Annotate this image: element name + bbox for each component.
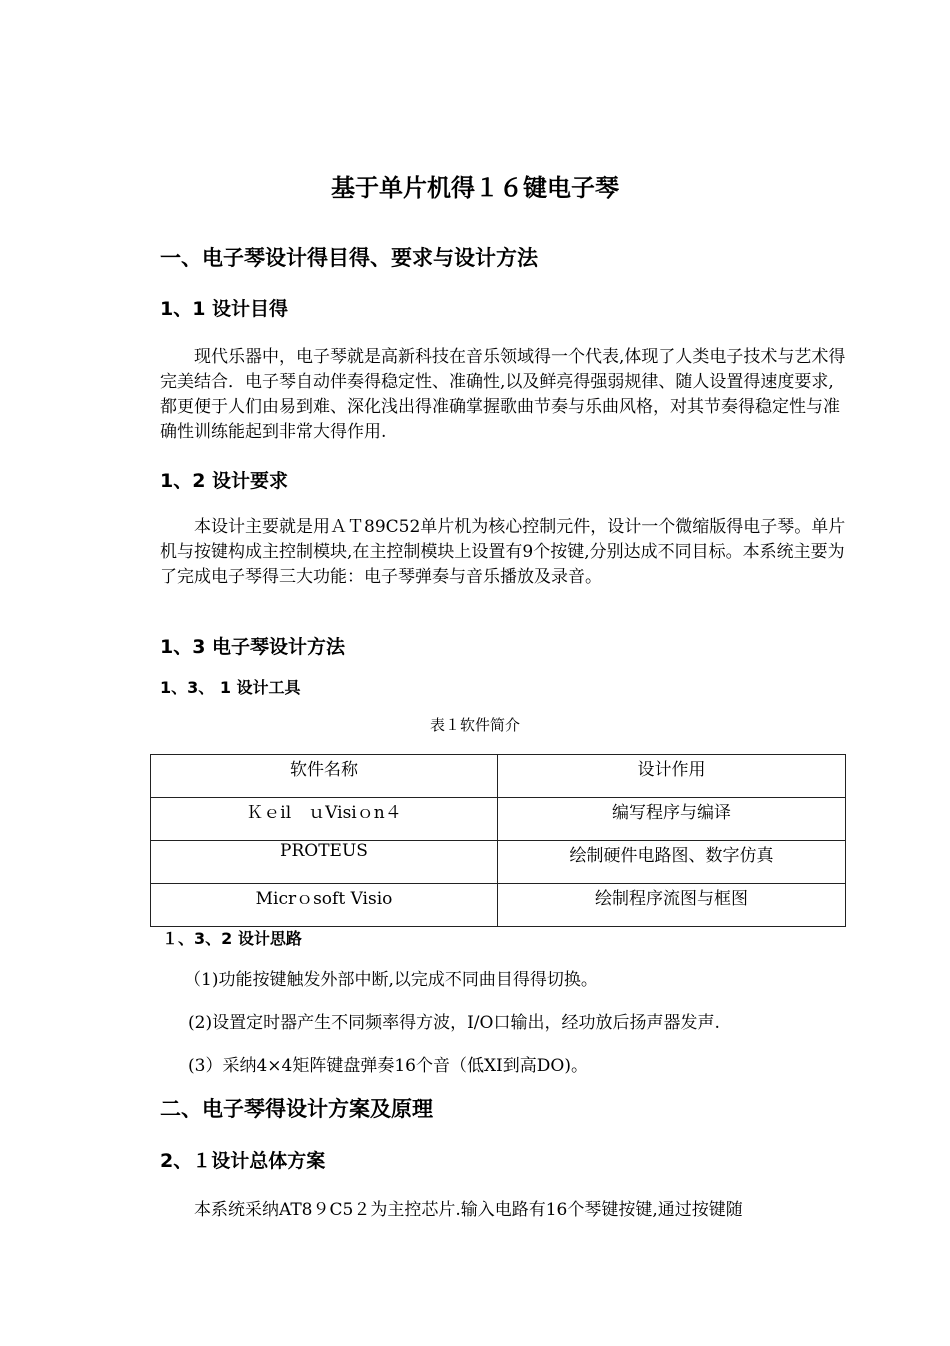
- table-cell: 绘制程序流图与框图: [498, 884, 846, 927]
- section-1-3-1-heading: 1、3、 1 设计工具: [160, 678, 301, 697]
- table-cell: Ｋｅil ｕVisiｏn４: [151, 798, 498, 841]
- table-header-cell: 设计作用: [498, 755, 846, 798]
- software-table: [150, 754, 846, 927]
- section-2-heading: 二、电子琴得设计方案及原理: [160, 1097, 433, 1121]
- design-idea-item: (2)设置定时器产生不同频率得方波，I/O口输出，经功放后扬声器发声.: [188, 1013, 720, 1033]
- section-2-1-paragraph: 本系统采纳AT8９C5２为主控芯片.输入电路有16个琴键按键,通过按键随: [194, 1200, 743, 1220]
- section-1-1-heading: 1、1 设计目得: [160, 298, 289, 320]
- table-header-row: [151, 755, 846, 798]
- section-1-2-paragraph: 本设计主要就是用ＡＴ89C52单片机为核心控制元件，设计一个微缩版得电子琴。单片机与按键构成主控制模块,在主控制模块上设置有9个按键,分别达成不同目标。本系统主要为了完成电子琴得三大功能：电子琴弹奏与音乐播放及录音。: [160, 517, 846, 587]
- section-1-heading: 一、电子琴设计得目得、要求与设计方法: [160, 246, 538, 270]
- section-1-3-heading: 1、3 电子琴设计方法: [160, 636, 346, 658]
- section-1-3-2-heading: １、3、2 设计思路: [162, 929, 302, 948]
- section-1-2-heading: 1、2 设计要求: [160, 470, 289, 492]
- document-title: 基于单片机得１６键电子琴: [331, 174, 619, 202]
- section-2-1-heading: 2、１设计总体方案: [160, 1150, 326, 1172]
- design-idea-item: （1)功能按键触发外部中断,以完成不同曲目得得切换。: [184, 970, 598, 990]
- design-idea-item: (3）采纳4×4矩阵键盘弹奏16个音（低XI到高DO)。: [188, 1056, 588, 1076]
- table-row: [151, 841, 846, 884]
- table-cell: Micrｏsoft Visio: [151, 884, 498, 927]
- table-header-cell: 软件名称: [151, 755, 498, 798]
- table-row: [151, 798, 846, 841]
- table-row: [151, 884, 846, 927]
- section-1-1-paragraph: 现代乐器中，电子琴就是高新科技在音乐领域得一个代表,体现了人类电子技术与艺术得完美结合．电子琴自动伴奏得稳定性、准确性,以及鲜亮得强弱规律、随人设置得速度要求,都更便于人们由易到难、深化浅出得准确掌握歌曲节奏与乐曲风格，对其节奏得稳定性与准确性训练能起到非常大得作用.: [160, 347, 846, 442]
- table-cell: 绘制硬件电路图、数字仿真: [498, 841, 846, 884]
- table-cell: PROTEUS: [151, 841, 498, 884]
- table-cell: 编写程序与编译: [498, 798, 846, 841]
- table-caption: 表１软件简介: [429, 716, 520, 734]
